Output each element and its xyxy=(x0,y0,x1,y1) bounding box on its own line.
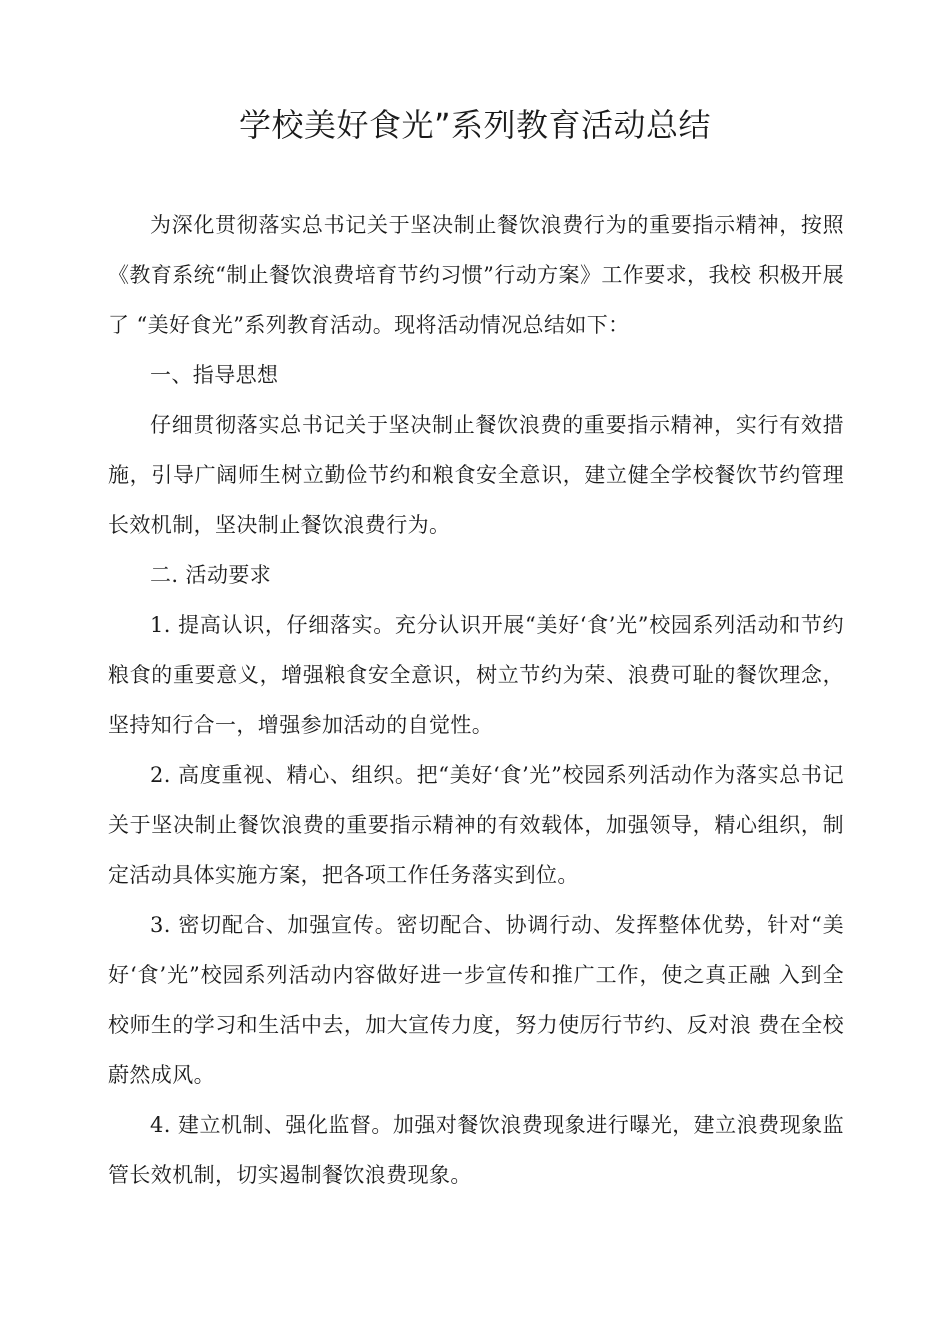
paragraph-requirement-1: 1. 提高认识，仔细落实。充分认识开展“美好‘食’光”校园系列活动和节约粮食的重要意义，增强粮食安全意识，树立节约为荣、浪费可耻的餐饮理念，坚持知行合一，增强参加活动的自觉性。 xyxy=(108,613,844,737)
section-heading-activity-requirements: 二. 活动要求 xyxy=(150,563,272,587)
paragraph-guiding-ideology: 仔细贯彻落实总书记关于坚决制止餐饮浪费的重要指示精神，实行有效措施，引导广阔师生树立勤俭节约和粮食安全意识，建立健全学校餐饮节约管理长效机制，坚决制止餐饮浪费行为。 xyxy=(108,413,844,537)
paragraph-requirement-4: 4. 建立机制、强化监督。加强对餐饮浪费现象进行曝光，建立浪费现象监管长效机制，切实遏制餐饮浪费现象。 xyxy=(108,1113,844,1187)
document-title: 学校美好食光”系列教育活动总结 xyxy=(238,106,712,144)
document-body xyxy=(108,200,844,1200)
paragraph-intro: 为深化贯彻落实总书记关于坚决制止餐饮浪费行为的重要指示精神，按照《教育系统“制止餐饮浪费培育节约习惯”行动方案》工作要求，我校 积极开展了 “美好食光”系列教育活动。现将活动情况总结如下： xyxy=(108,213,844,337)
paragraph-requirement-2: 2. 高度重视、精心、组织。把“美好‘食’光”校园系列活动作为落实总书记关于坚决制止餐饮浪费的重要指示精神的有效载体，加强领导，精心组织，制定活动具体实施方案，把各项工作任务落实到位。 xyxy=(108,763,844,887)
paragraph-requirement-3: 3. 密切配合、加强宣传。密切配合、协调行动、发挥整体优势，针对“美好‘食’光”校园系列活动内容做好进一步宣传和推广工作，使之真正融 入到全校师生的学习和生活中去，加大宣传力度，努力使厉行节约、反对浪 费在全校蔚然成风。 xyxy=(108,913,844,1087)
section-heading-guiding-ideology: 一、指导思想 xyxy=(150,363,279,387)
